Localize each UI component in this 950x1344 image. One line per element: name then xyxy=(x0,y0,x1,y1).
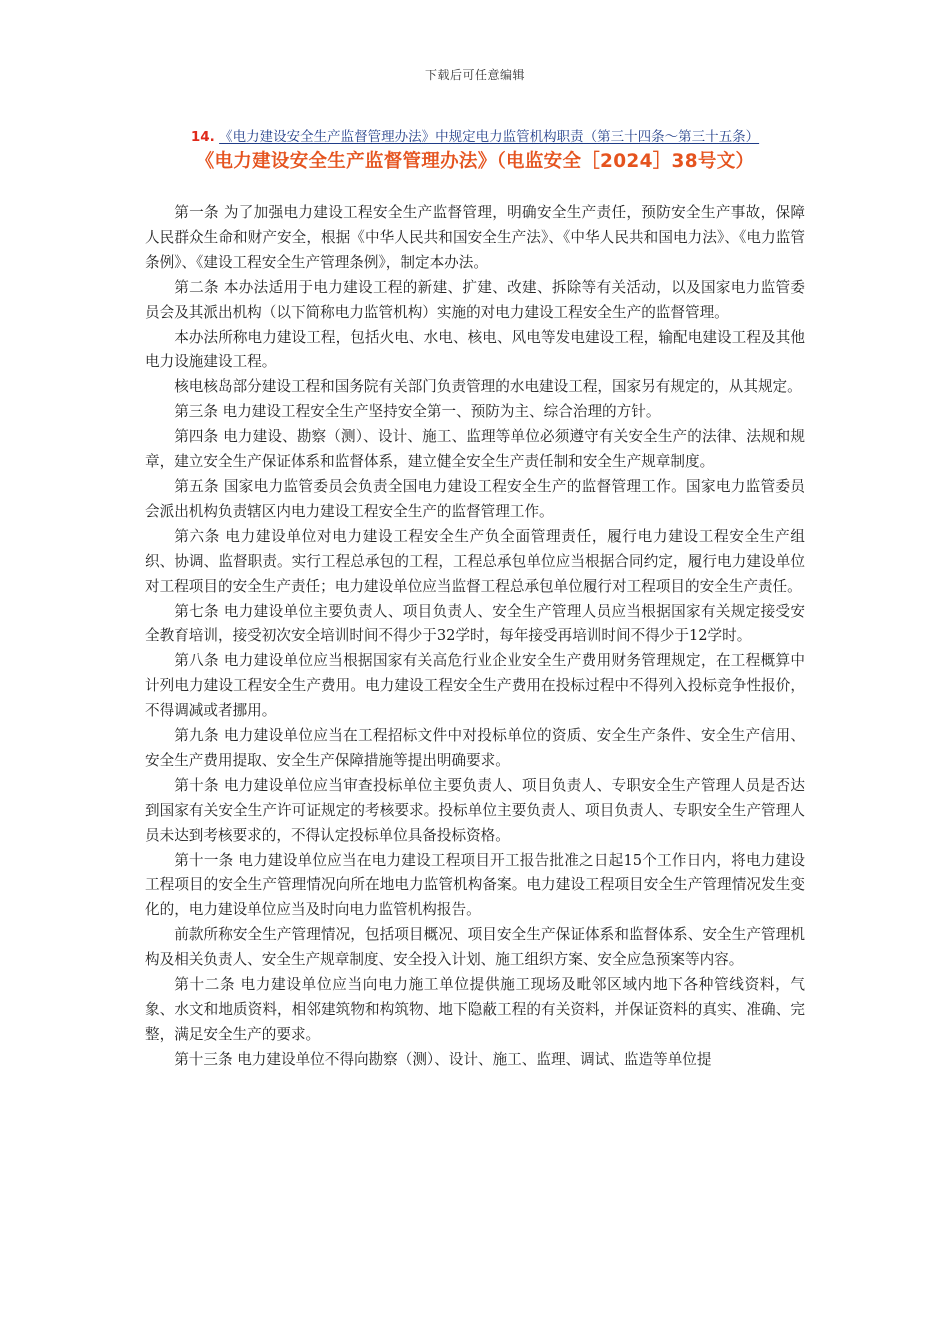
paragraph: 第四条 电力建设、勘察（测）、设计、施工、监理等单位必须遵守有关安全生产的法律、法规和规章，建立安全生产保证体系和监督体系，建立健全安全生产责任制和安全生产规章制度。 xyxy=(145,428,805,471)
paragraph: 第十二条 电力建设单位应当向电力施工单位提供施工现场及毗邻区域内地下各种管线资料，气象、水文和地质资料，相邻建筑物和构筑物、地下隐蔽工程的有关资料，并保证资料的真实、准确、完整，满足安全生产的要求。 xyxy=(145,976,805,1043)
paragraph: 本办法所称电力建设工程，包括火电、水电、核电、风电等发电建设工程，输配电建设工程及其他电力设施建设工程。 xyxy=(145,328,805,371)
paragraph: 第五条 国家电力监管委员会负责全国电力建设工程安全生产的监督管理工作。国家电力监管委员会派出机构负责辖区内电力建设工程安全生产的监督管理工作。 xyxy=(145,477,805,520)
paragraph: 前款所称安全生产管理情况，包括项目概况、项目安全生产保证体系和监督体系、安全生产管理机构及相关负责人、安全生产规章制度、安全投入计划、施工组织方案、安全应急预案等内容。 xyxy=(145,926,805,969)
paragraph: 第六条 电力建设单位对电力建设工程安全生产负全面管理责任，履行电力建设工程安全生产组织、协调、监督职责。实行工程总承包的工程，工程总承包单位应当根据合同约定，履行电力建设单位对工程项目的安全生产责任；电力建设单位应当监督工程总承包单位履行对工程项目的安全生产责任。 xyxy=(145,527,805,595)
paragraph: 第九条 电力建设单位应当在工程招标文件中对投标单位的资质、安全生产条件、安全生产信用、安全生产费用提取、安全生产保障措施等提出明确要求。 xyxy=(145,727,805,769)
paragraph: 第二条 本办法适用于电力建设工程的新建、扩建、改建、拆除等有关活动，以及国家电力监管委员会及其派出机构（以下简称电力监管机构）实施的对电力建设工程安全生产的监督管理。 xyxy=(145,278,805,321)
paragraph: 第一条 为了加强电力建设工程安全生产监督管理，明确安全生产责任，预防安全生产事故，保障人民群众生命和财产安全，根据《中华人民共和国安全生产法》、《中华人民共和国电力法》、《电力监管条例》、《建设工程安全生产管理条例》，制定本办法。 xyxy=(145,204,805,271)
paragraph: 第十一条 电力建设单位应当在电力建设工程项目开工报告批准之日起15个工作日内，将电力建设工程项目的安全生产管理情况向所在地电力监管机构备案。电力建设工程项目安全生产管理情况发生变化的，电力建设单位应当及时向电力监管机构报告。 xyxy=(145,851,805,919)
paragraph: 第八条 电力建设单位应当根据国家有关高危行业企业安全生产费用财务管理规定，在工程概算中计列电力建设工程安全生产费用。电力建设工程安全生产费用在投标过程中不得列入投标竞争性报价，不得调减或者挪用。 xyxy=(145,652,805,720)
section-heading xyxy=(0,128,950,146)
paragraph: 第十条 电力建设单位应当审查投标单位主要负责人、项目负责人、专职安全生产管理人员是否达到国家有关安全生产许可证规定的考核要求。投标单位主要负责人、项目负责人、专职安全生产管理人员未达到考核要求的，不得认定投标单位具备投标资格。 xyxy=(145,776,805,844)
paragraph: 第七条 电力建设单位主要负责人、项目负责人、安全生产管理人员应当根据国家有关规定接受安全教育培训，接受初次安全培训时间不得少于32学时，每年接受再培训时间不得少于12学时。 xyxy=(145,602,805,645)
heading-number: 14. xyxy=(190,129,215,145)
paragraph: 第三条 电力建设工程安全生产坚持安全第一、预防为主、综合治理的方针。 xyxy=(174,403,661,421)
header-note: 下载后可任意编辑 xyxy=(424,68,525,82)
paragraph: 核电核岛部分建设工程和国务院有关部门负责管理的水电建设工程，国家另有规定的，从其规定。 xyxy=(174,378,802,396)
document-title: 《电力建设安全生产监督管理办法》（电监安全［2024］38号文） xyxy=(195,151,755,172)
document-body xyxy=(145,201,805,1073)
paragraph: 第十三条 电力建设单位不得向勘察（测）、设计、施工、监理、调试、监造等单位提 xyxy=(174,1050,712,1068)
heading-link[interactable]: 《电力建设安全生产监督管理办法》中规定电力监管机构职责（第三十四条～第三十五条） xyxy=(219,129,760,145)
